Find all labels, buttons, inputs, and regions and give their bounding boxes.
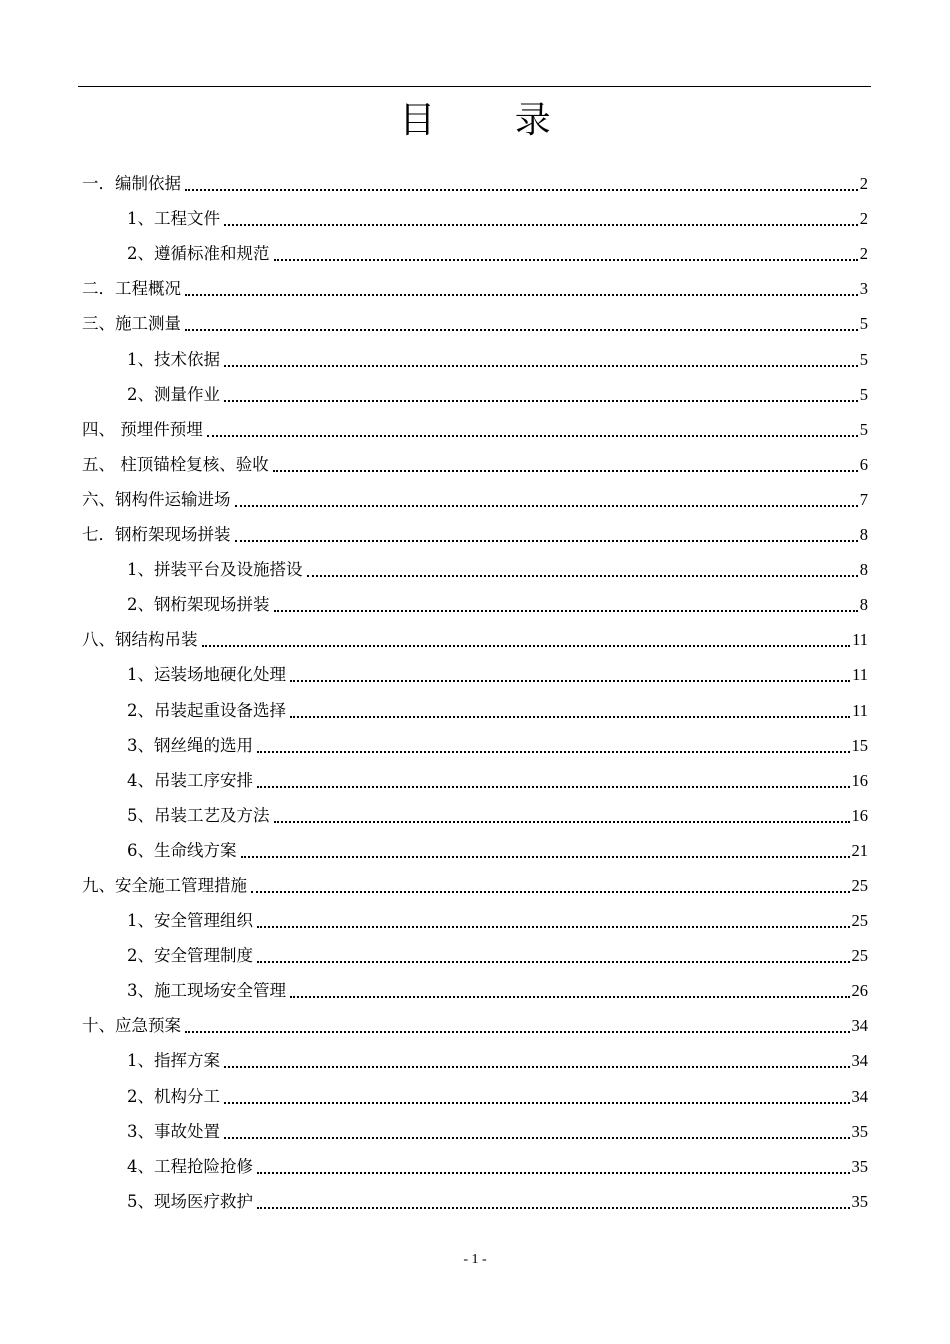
toc-entry-label: 2、安全管理制度 (127, 946, 253, 966)
toc-entry-label: 1、指挥方案 (127, 1051, 220, 1071)
dot-leader (235, 505, 858, 507)
toc-entry-page: 2 (859, 174, 868, 194)
toc-entry[interactable] (82, 412, 868, 447)
dot-leader (290, 716, 850, 718)
toc-entry-page: 11 (852, 665, 868, 685)
toc-entry-page: 7 (859, 489, 868, 509)
toc-entry-label: 1、拼装平台及设施搭设 (127, 560, 303, 580)
toc-entry-page: 2 (859, 244, 868, 264)
toc-entry-page: 8 (859, 560, 868, 580)
page-title: 目 录 (399, 100, 585, 141)
dot-leader (224, 224, 858, 226)
toc-entry-label: 十、应急预案 (82, 1016, 181, 1036)
toc-entry-label: 6、生命线方案 (127, 840, 237, 860)
dot-leader (290, 680, 850, 682)
toc-subentry[interactable] (82, 377, 868, 412)
toc-entry-page: 5 (859, 314, 868, 334)
toc-subentry[interactable] (82, 1043, 868, 1078)
toc-entry-label: 四、 预埋件预埋 (82, 419, 203, 439)
toc-entry-page: 35 (851, 1191, 868, 1211)
toc-entry-label: 九、安全施工管理措施 (82, 875, 247, 895)
toc-entry-label: 七．钢桁架现场拼装 (82, 525, 231, 545)
toc-entry-label: 1、安全管理组织 (127, 911, 253, 931)
toc-entry-label: 2、测量作业 (127, 384, 220, 404)
dot-leader (235, 540, 858, 542)
toc-subentry[interactable] (82, 587, 868, 622)
toc-entry-label: 2、遵循标准和规范 (127, 244, 270, 264)
toc-subentry[interactable] (82, 903, 868, 938)
toc-entry-page: 8 (859, 525, 868, 545)
dot-leader (307, 575, 858, 577)
dot-leader (224, 1066, 850, 1068)
toc-entry-label: 4、吊装工序安排 (127, 770, 253, 790)
toc-subentry[interactable] (82, 938, 868, 973)
dot-leader (274, 821, 850, 823)
toc-entry-page: 21 (851, 840, 868, 860)
toc-entry-page: 34 (851, 1086, 868, 1106)
table-of-contents (82, 166, 868, 1219)
toc-entry-page: 5 (859, 419, 868, 439)
dot-leader (257, 751, 850, 753)
header-rule (78, 86, 871, 87)
toc-entry-page: 3 (859, 279, 868, 299)
toc-entry-page: 6 (859, 454, 868, 474)
toc-subentry[interactable] (82, 552, 868, 587)
toc-subentry[interactable] (82, 1149, 868, 1184)
dot-leader (224, 1102, 850, 1104)
toc-entry[interactable] (82, 482, 868, 517)
dot-leader (224, 365, 858, 367)
dot-leader (185, 189, 858, 191)
dot-leader (290, 996, 850, 998)
dot-leader (273, 470, 858, 472)
toc-subentry[interactable] (82, 798, 868, 833)
toc-subentry[interactable] (82, 763, 868, 798)
dot-leader (274, 610, 858, 612)
toc-entry-label: 5、现场医疗救护 (127, 1191, 253, 1211)
toc-entry-page: 25 (851, 911, 868, 931)
toc-entry-page: 26 (851, 981, 868, 1001)
toc-entry-label: 六、钢构件运输进场 (82, 489, 231, 509)
toc-entry-label: 5、吊装工艺及方法 (127, 805, 270, 825)
dot-leader (185, 294, 858, 296)
toc-entry[interactable] (82, 868, 868, 903)
dot-leader (257, 1207, 850, 1209)
toc-entry-label: 2、吊装起重设备选择 (127, 700, 286, 720)
dot-leader (257, 786, 850, 788)
toc-entry-page: 15 (851, 735, 868, 755)
toc-entry-label: 一．编制依据 (82, 174, 181, 194)
toc-subentry[interactable] (82, 341, 868, 376)
dot-leader (224, 400, 858, 402)
toc-entry-label: 二．工程概况 (82, 279, 181, 299)
toc-entry[interactable] (82, 447, 868, 482)
toc-entry-page: 11 (852, 700, 868, 720)
toc-entry-page: 35 (851, 1121, 868, 1141)
toc-entry-page: 16 (851, 805, 868, 825)
toc-entry-page: 2 (859, 209, 868, 229)
toc-entry[interactable] (82, 271, 868, 306)
toc-subentry[interactable] (82, 1114, 868, 1149)
toc-subentry[interactable] (82, 201, 868, 236)
toc-entry-page: 34 (851, 1016, 868, 1036)
toc-entry[interactable] (82, 622, 868, 657)
toc-subentry[interactable] (82, 692, 868, 727)
toc-entry-page: 5 (859, 349, 868, 369)
dot-leader (185, 1031, 850, 1033)
toc-entry-page: 25 (851, 946, 868, 966)
toc-subentry[interactable] (82, 833, 868, 868)
toc-entry-label: 1、工程文件 (127, 209, 220, 229)
dot-leader (257, 961, 850, 963)
dot-leader (224, 1137, 850, 1139)
toc-subentry[interactable] (82, 1078, 868, 1113)
toc-entry-label: 2、机构分工 (127, 1086, 220, 1106)
dot-leader (257, 926, 850, 928)
dot-leader (185, 329, 858, 331)
toc-entry[interactable] (82, 306, 868, 341)
page-number: - 1 - (463, 1252, 487, 1267)
toc-subentry[interactable] (82, 236, 868, 271)
toc-entry-label: 三、施工测量 (82, 314, 181, 334)
toc-entry-label: 3、事故处置 (127, 1121, 220, 1141)
toc-entry-page: 34 (851, 1051, 868, 1071)
toc-entry[interactable] (82, 1008, 868, 1043)
toc-entry-page: 25 (851, 875, 868, 895)
toc-entry-page: 5 (859, 384, 868, 404)
dot-leader (251, 891, 850, 893)
toc-entry[interactable] (82, 166, 868, 201)
toc-entry-page: 35 (851, 1156, 868, 1176)
toc-entry-page: 16 (851, 770, 868, 790)
toc-entry-page: 11 (852, 630, 868, 650)
toc-entry-label: 3、钢丝绳的选用 (127, 735, 253, 755)
toc-entry-label: 4、工程抢险抢修 (127, 1156, 253, 1176)
toc-subentry[interactable] (82, 728, 868, 763)
dot-leader (207, 435, 858, 437)
toc-entry-label: 1、运装场地硬化处理 (127, 665, 286, 685)
toc-entry-label: 2、钢桁架现场拼装 (127, 595, 270, 615)
toc-subentry[interactable] (82, 1184, 868, 1219)
toc-entry-label: 1、技术依据 (127, 349, 220, 369)
toc-entry-label: 五、 柱顶锚栓复核、验收 (82, 454, 269, 474)
toc-entry[interactable] (82, 517, 868, 552)
dot-leader (202, 645, 851, 647)
dot-leader (274, 259, 858, 261)
dot-leader (241, 856, 850, 858)
dot-leader (257, 1172, 850, 1174)
toc-entry-label: 八、钢结构吊装 (82, 630, 198, 650)
toc-subentry[interactable] (82, 657, 868, 692)
toc-entry-page: 8 (859, 595, 868, 615)
toc-entry-label: 3、施工现场安全管理 (127, 981, 286, 1001)
toc-subentry[interactable] (82, 973, 868, 1008)
